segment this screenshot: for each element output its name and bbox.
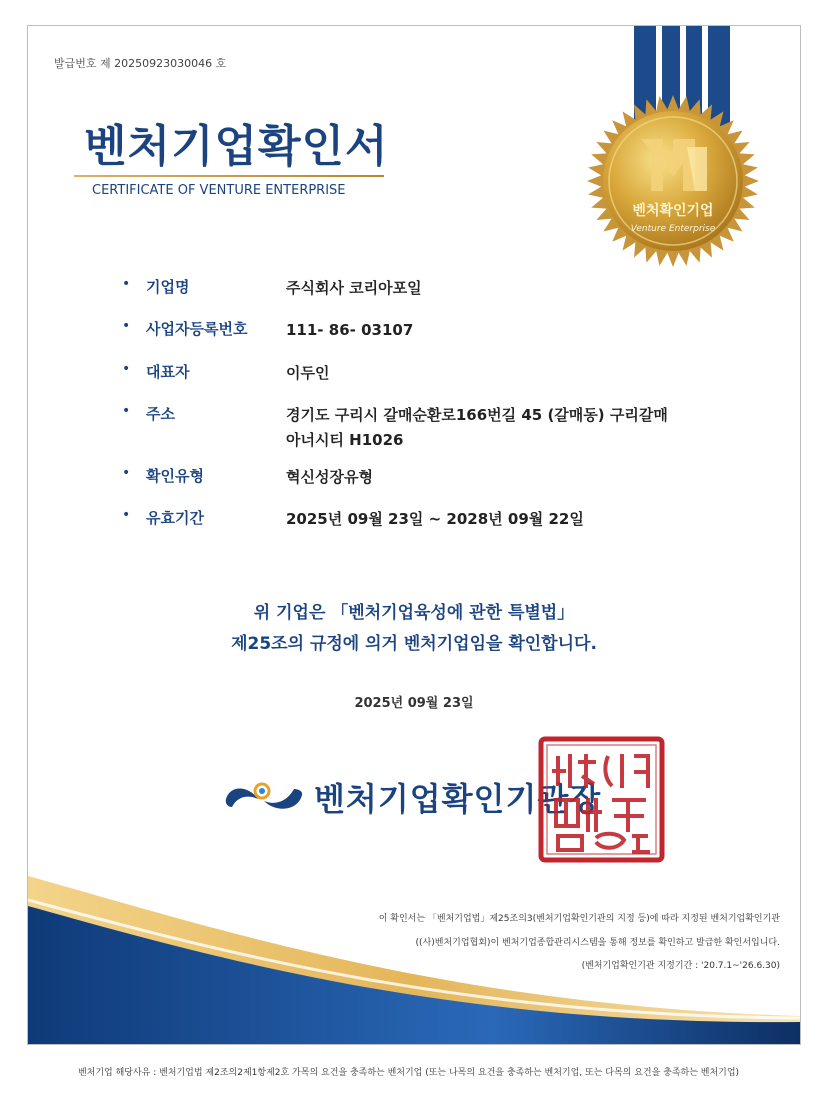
field-value: 혁신성장유형 <box>286 468 373 486</box>
certificate-title: 벤처기업확인서 <box>84 121 389 172</box>
issue-date: 2025년 09월 23일 <box>354 696 474 711</box>
medal-text-en: Venture Enterprise <box>630 224 716 234</box>
field-label: 대표자 <box>146 363 190 381</box>
bullet: • <box>122 465 131 481</box>
field-label: 주소 <box>146 405 175 423</box>
bullet: • <box>122 507 131 523</box>
certificate-subtitle: CERTIFICATE OF VENTURE ENTERPRISE <box>92 183 346 198</box>
field-label: 사업자등록번호 <box>146 320 248 338</box>
field-value-line2: 아너시티 H1026 <box>286 431 404 449</box>
field-value: 이두인 <box>286 364 330 382</box>
title-divider <box>74 175 384 177</box>
field-value: 경기도 구리시 갈매순환로166번길 45 (갈매동) 구리갈매 <box>286 406 668 424</box>
bullet: • <box>122 361 131 377</box>
statement-line-2: 제25조의 규정에 의거 벤처기업임을 확인합니다. <box>231 634 597 654</box>
footer-reason: 벤처기업 해당사유 : 벤처기업법 제2조의2제1항제2호 가목의 요건을 충족하는 벤처기업 (또는 나목의 요건을 충족하는 벤처기업, 또는 다목의 요건을 충족하는 벤처기업) <box>77 1068 740 1078</box>
venture-medal-icon <box>583 91 763 271</box>
certificate-frame <box>27 25 801 1045</box>
field-value: 111- 86- 03107 <box>286 321 414 339</box>
bullet: • <box>122 276 131 292</box>
bullet: • <box>122 318 131 334</box>
note-line-3: (벤처기업확인기관 지정기간 : '20.7.1~'26.6.30) <box>581 961 780 971</box>
note-line-1: 이 확인서는 「벤처기업법」제25조의3(벤처기업확인기관의 지정 등)에 따라 지정된 벤처기업확인기관 <box>378 914 780 924</box>
official-seal-icon <box>538 736 665 863</box>
field-label: 기업명 <box>146 278 190 296</box>
field-value: 2025년 09월 23일 ~ 2028년 09월 22일 <box>286 510 584 528</box>
field-value: 주식회사 코리아포일 <box>286 279 422 297</box>
statement-line-1: 위 기업은 「벤처기업육성에 관한 특별법」 <box>253 603 575 623</box>
bullet: • <box>122 403 131 419</box>
medal-text-ko: 벤처확인기업 <box>632 203 714 219</box>
issue-number: 발급번호 제 20250923030046 호 <box>54 57 227 70</box>
organization-logo-icon <box>224 777 304 817</box>
decorative-swoosh <box>28 866 801 1045</box>
organization-name: 벤처기업확인기관장 <box>314 780 602 818</box>
field-label: 유효기간 <box>146 509 204 527</box>
field-label: 확인유형 <box>146 467 204 485</box>
note-line-2: ((사)벤처기업협회)이 벤처기업종합관리시스템을 통해 정보를 확인하고 발급한 확인서입니다. <box>415 938 780 948</box>
